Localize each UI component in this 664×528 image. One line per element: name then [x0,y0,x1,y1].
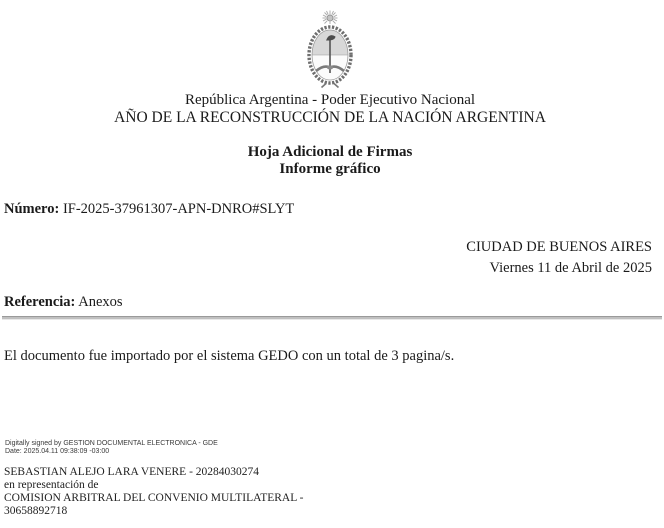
number-row [4,201,294,218]
header-line-republic: República Argentina - Poder Ejecutivo Nacional [184,92,476,108]
signer-org-number: 30658892718 [4,505,68,517]
digital-signature-line1: Digitally signed by GESTION DOCUMENTAL ELECTRONICA - GDE [5,440,218,447]
reference-value: Anexos [78,294,123,310]
reference-row [4,294,123,311]
argentina-coat-of-arms-icon [299,9,361,89]
digital-signature-stamp [5,440,218,456]
horizontal-divider [2,316,662,320]
date-line: Viernes 11 de Abril de 2025 [489,260,652,276]
body-text: El documento fue importado por el sistema GEDO con un total de 3 pagina/s. [4,348,455,364]
digital-signature-line2: Date: 2025.04.11 09:38:09 -03:00 [5,448,110,455]
signer-block [4,466,304,518]
number-label: Número: [4,201,60,217]
signer-organization: COMISION ARBITRAL DEL CONVENIO MULTILATERAL - [4,492,304,504]
document-subtitle: Informe gráfico [279,161,381,177]
document-title: Hoja Adicional de Firmas [247,144,413,160]
reference-label: Referencia: [4,294,76,310]
city-line: CIUDAD DE BUENOS AIRES [466,239,652,255]
signer-on-behalf: en representación de [4,479,99,491]
number-value: IF-2025-37961307-APN-DNRO#SLYT [62,201,295,217]
header-line-year: AÑO DE LA RECONSTRUCCIÓN DE LA NACIÓN ARGENTINA [114,109,546,126]
signer-name: SEBASTIAN ALEJO LARA VENERE - 20284030274 [4,466,260,478]
